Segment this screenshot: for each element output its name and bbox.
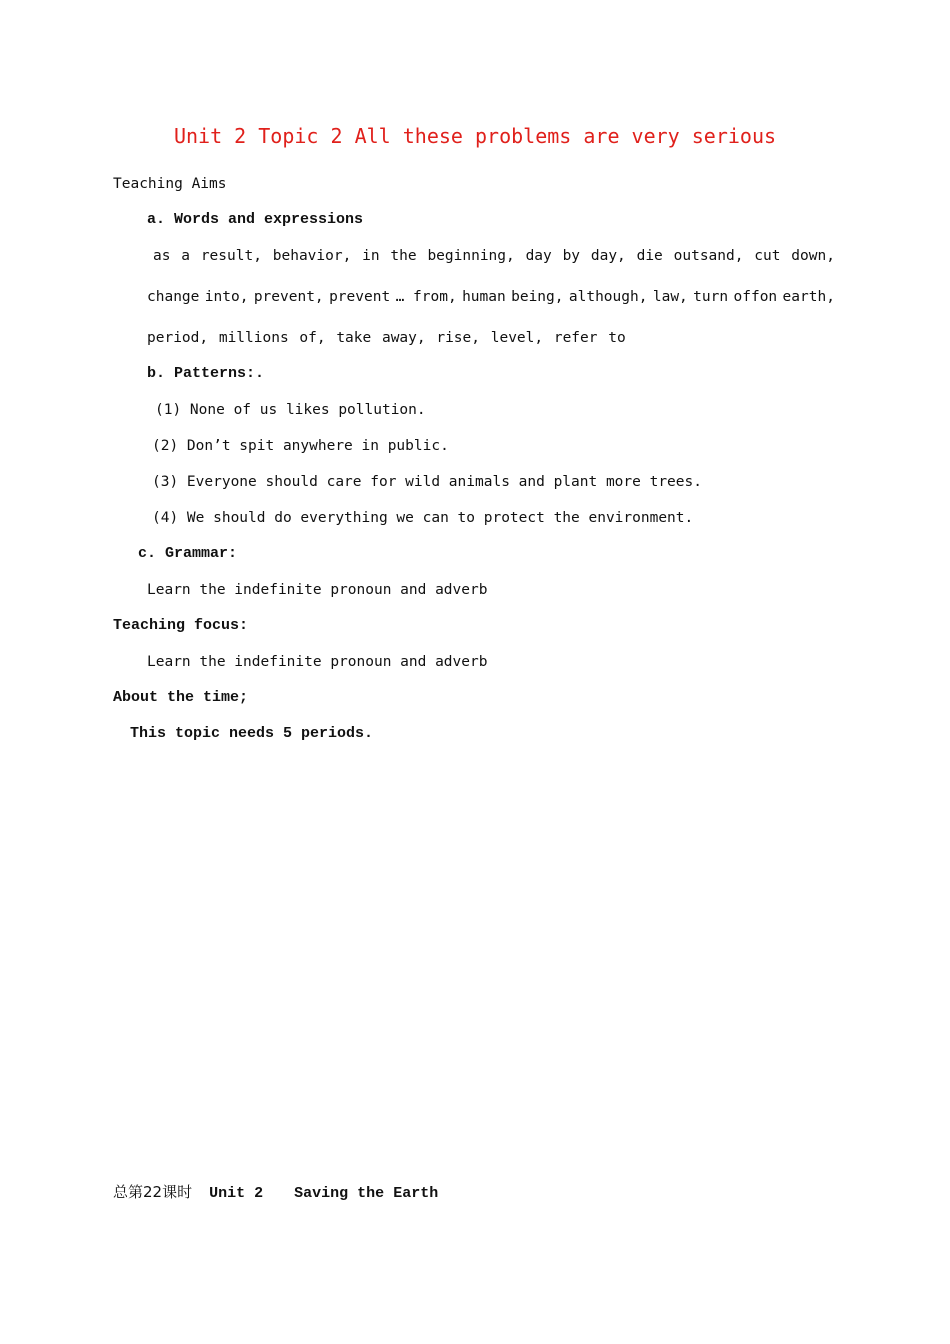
teaching-focus-heading: Teaching focus: [113,617,249,634]
page-footer [113,1181,438,1202]
pattern-item: (3) Everyone should care for wild animals and plant more trees. [152,474,702,490]
word-part: on [759,289,778,305]
word-part: off [733,289,760,305]
word: behavior, [272,248,352,264]
words-line-3: period, millions of, take away, rise, level, refer to [147,330,626,346]
grammar-heading: c. Grammar: [138,545,238,562]
word: although, [568,289,648,305]
word: into, [204,289,249,305]
word [674,246,744,266]
word: in [362,248,380,264]
word: cut [754,248,781,264]
word: day, [590,248,626,264]
word: a [181,248,191,264]
word: being, [511,289,564,305]
word: down, [791,248,835,264]
grammar-text: Learn the indefinite pronoun and adverb [147,582,488,598]
word: prevent, [253,289,324,305]
footer-unit-name: Saving the Earth [294,1185,439,1202]
about-time-heading: About the time; [113,689,249,706]
word: turn [693,289,729,305]
footer-unit: Unit 2 [209,1185,264,1202]
lesson-number: 总第22课时 [113,1183,193,1201]
word: day [525,248,552,264]
pattern-item: (1) None of us likes pollution. [155,402,426,418]
word: the [390,248,417,264]
word: as [153,248,171,264]
word: earth, [782,289,835,305]
about-time-text: This topic needs 5 periods. [130,725,374,742]
teaching-focus-text: Learn the indefinite pronoun and adverb [147,654,488,670]
word: law, [652,289,688,305]
word [733,287,777,307]
words-line-1 [147,246,835,266]
teaching-aims-heading: Teaching Aims [113,176,227,192]
words-heading: a. Words and expressions [147,211,364,228]
patterns-heading: b. Patterns:. [147,365,265,382]
word-part: out [673,248,700,264]
word: result, [200,248,262,264]
pattern-item: (2) Don’t spit anywhere in public. [152,438,449,454]
word: human [462,289,506,305]
word: change [147,289,200,305]
word-part: sand, [699,248,744,264]
pattern-item: (4) We should do everything we can to protect the environment. [152,510,694,526]
word: beginning, [427,248,515,264]
page-title: Unit 2 Topic 2 All these problems are very serious [173,124,777,148]
words-line-2 [147,287,835,307]
word: die [636,248,663,264]
word: … from, [395,289,457,305]
word: prevent [329,289,391,305]
word: by [562,248,581,264]
